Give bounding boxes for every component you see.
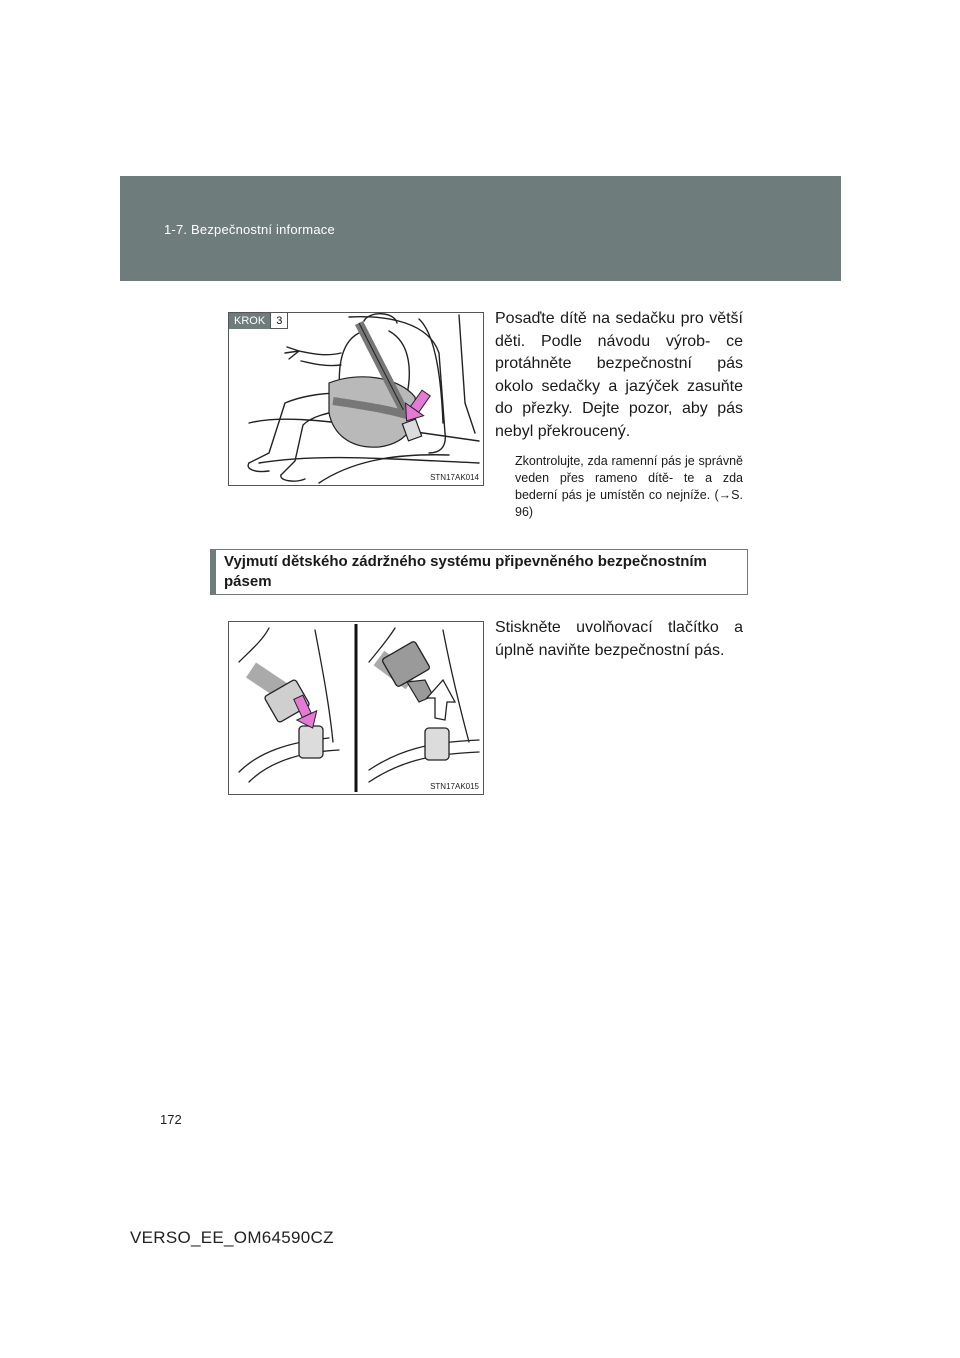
step3-note: Zkontrolujte, zda ramenní pás je správně veden přes rameno dítě- te a zda bederní pás je umístěn co nejníže. (→S. 96) (515, 454, 743, 519)
header-band (120, 176, 841, 281)
buckle-release-drawing (229, 622, 483, 794)
document-id: VERSO_EE_OM64590CZ (130, 1228, 334, 1247)
figure-code: STN17AK014 (430, 473, 479, 482)
page-number: 172 (160, 1112, 182, 1127)
step-number: 3 (270, 313, 288, 329)
illustration-release-buckle (228, 621, 484, 795)
release-instruction: Stiskněte uvolňovací tlačítko a úplně naviňte bezpečnostní pás. (495, 619, 743, 659)
booster-seat-drawing (229, 313, 483, 485)
step3-instruction: Posaďte dítě na sedačku pro větší děti. Podle návodu výrob- ce protáhněte bezpečnostní pás okolo sedačky a jazýček zasuňte do přezky. Dejte pozor, aby pás nebyl překroucený. (495, 310, 743, 440)
section-heading-box (210, 549, 748, 595)
figure-code: STN17AK015 (430, 782, 479, 791)
step-indicator (229, 313, 288, 329)
section-heading: Vyjmutí dětského zádržného systému připevněného bezpečnostním pásem (224, 553, 707, 590)
section-breadcrumb: 1-7. Bezpečnostní informace (164, 222, 335, 237)
illustration-child-booster-seat (228, 312, 484, 486)
step-label: KROK (229, 313, 270, 329)
